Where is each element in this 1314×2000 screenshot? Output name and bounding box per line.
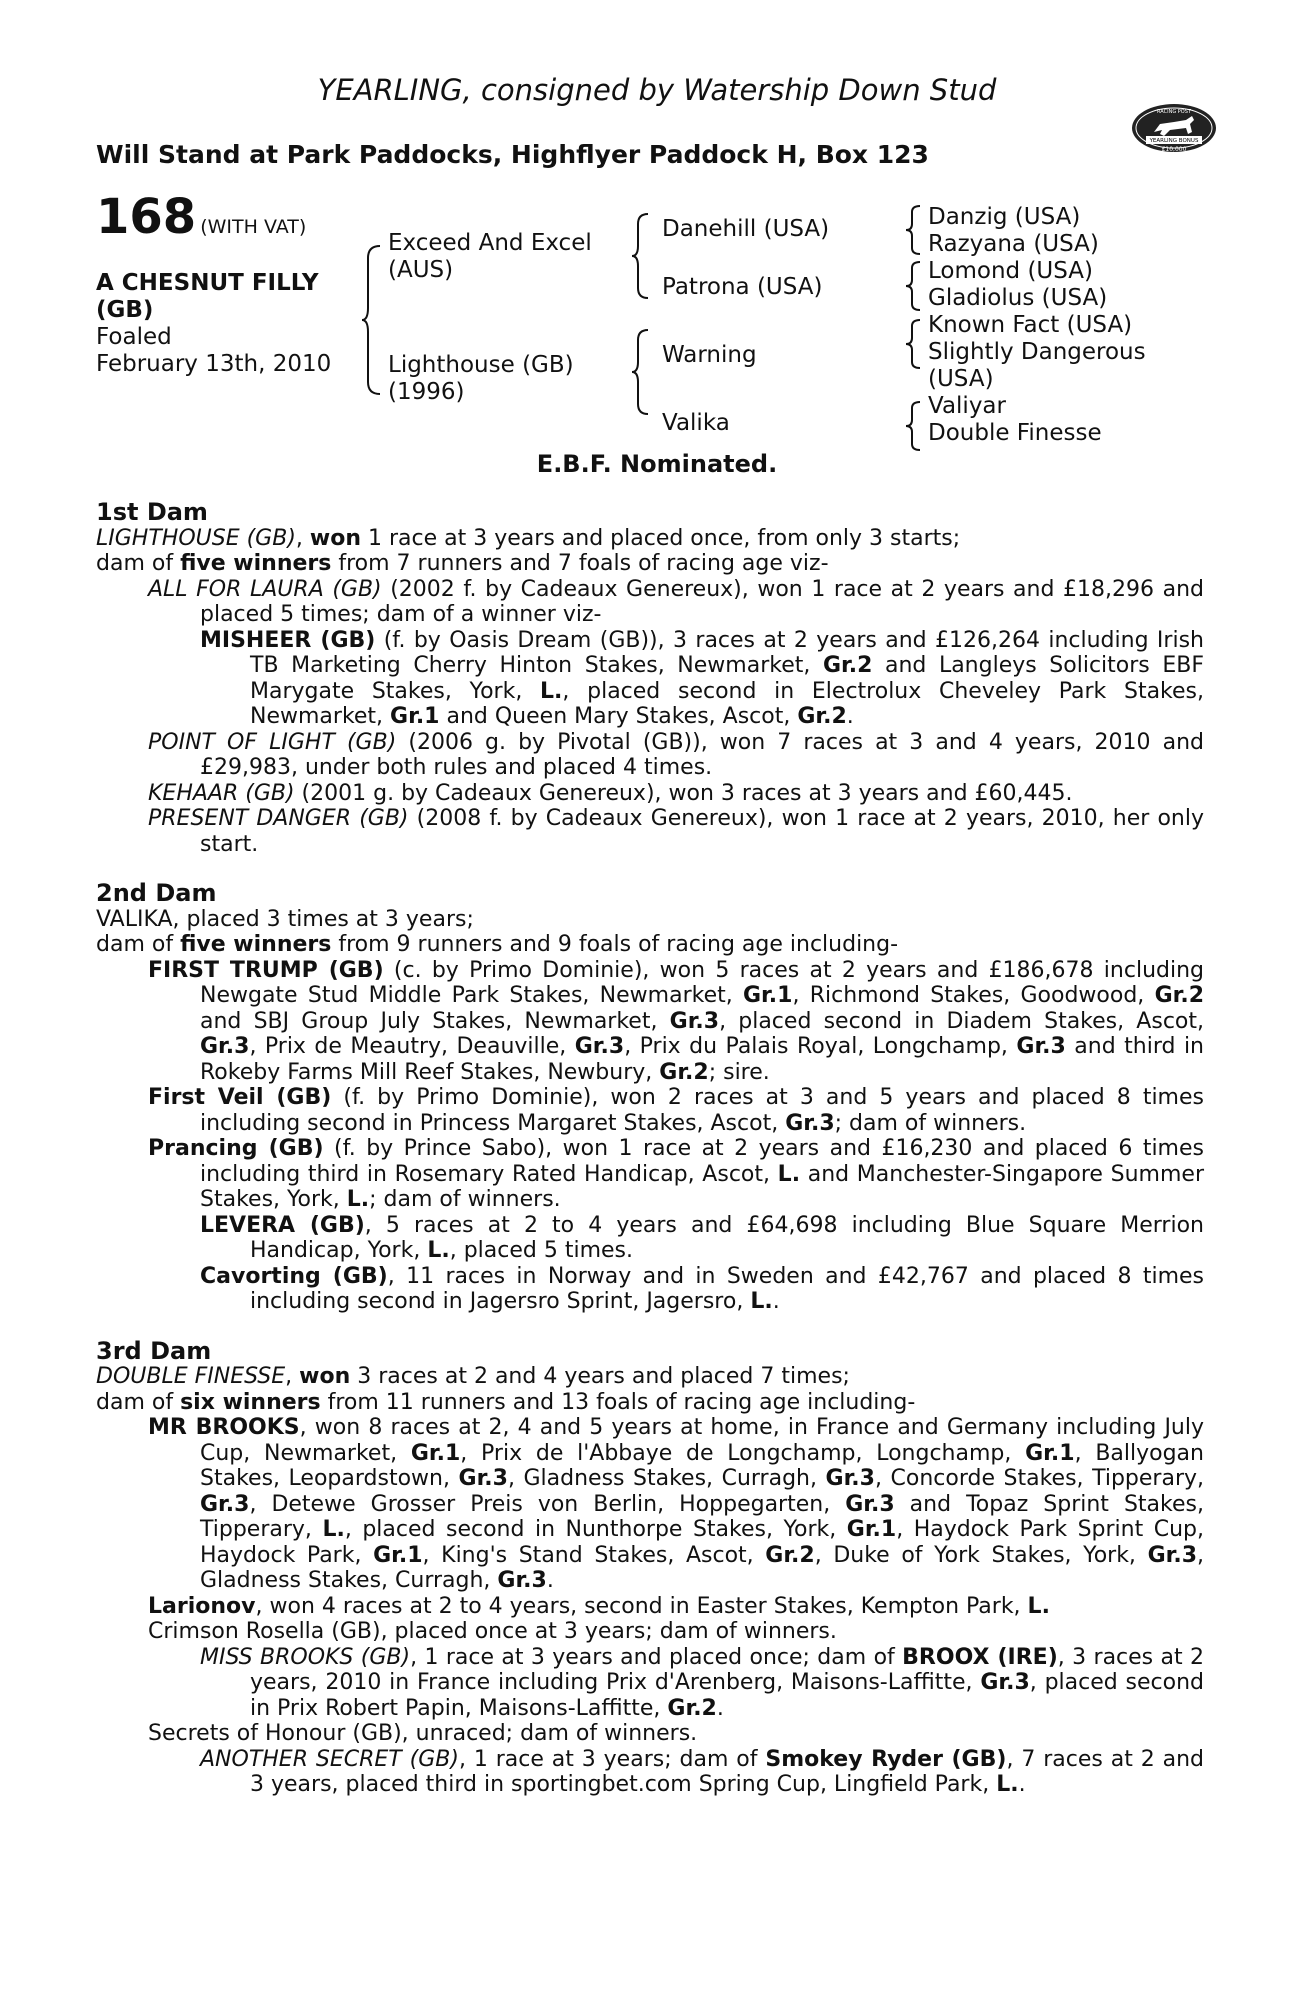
entry-text-5: . [846,704,854,729]
entry-text-4: . [716,1695,724,1721]
entry-text-3: , placed second in Prix Robert Papin, Maisons-Laffitte, [250,1670,1204,1721]
dam-sire: Warning [662,342,757,368]
dam3-entry-miss-brooks [96,1645,1204,1722]
dam3-won: won [299,1364,351,1389]
entry-text-1: (f. by Oasis Dream (GB)), 3 races at 2 years and £126,264 including Irish TB Marketing Cherry Hinton Stakes, Newmarket, [250,627,1204,678]
dam3-record: 3 races at 2 and 4 years and placed 7 times; [350,1364,850,1389]
listed-badge: L. [346,1187,370,1212]
entry-text-4: , placed second in Diadem Stakes, Ascot, [719,1008,1204,1034]
dam3-winners-count: six winners [180,1389,321,1415]
badge-text-top: RACING POST [1157,109,1191,115]
dam2-entry-cavorting [96,1264,1204,1315]
entry-text-3: , placed second in Electrolux Cheveley Park Stakes, Newmarket, [250,678,1205,729]
lot-number-line [96,189,307,245]
entry-text-2: , Prix de l'Abbaye de Longchamp, Longchamp, [460,1440,1026,1466]
entry-text-2: , 7 races at 2 and 3 years, placed third in sportingbet.com Spring Cup, Lingfield Park, [250,1746,1205,1797]
yearling-bonus-badge-icon [1130,100,1218,156]
listed-badge: L. [540,678,563,704]
entry-name: FIRST TRUMP (GB) [148,957,384,983]
entry-name: Cavorting (GB) [200,1263,388,1289]
dam1-dam-of: dam of [96,551,181,576]
entry-text-2: and Langleys Solicitors EBF Marygate Stakes, York, [250,653,1204,704]
listed-badge: L. [996,1772,1019,1797]
dam-dam: Valika [662,410,730,436]
dam1-winners-count: five winners [180,551,332,576]
entry-text-1: (f. by Prince Sabo), won 1 race at 2 years and £16,230 and placed 6 times including third in Rosemary Rated Handicap, Ascot, [200,1136,1204,1187]
entry-text-1: , 11 races in Norway and in Sweden and £42,767 and placed 8 times including second in Jagersro Sprint, Jagersro, [250,1263,1205,1314]
g3-lomond: Lomond (USA) [928,258,1093,284]
entry-text: (2001 g. by Cadeaux Genereux), won 3 races at 3 years and £60,445. [294,780,1073,806]
dam3-name: DOUBLE FINESSE [96,1364,286,1389]
dam2-entry-prancing [96,1136,1204,1213]
pedigree-dam [388,352,574,406]
foaled-label: Foaled [96,324,172,350]
entry-text-1: , 1 race at 3 years; dam of [458,1746,766,1772]
grade-badge: Gr.3 [458,1466,508,1491]
dam2-heading: 2nd Dam [96,879,217,907]
entry-text: (2008 f. by Cadeaux Genereux), won 1 race at 2 years, 2010, her only start. [200,806,1204,857]
grade-badge: Gr.3 [1016,1034,1066,1059]
g3-valiyar: Valiyar [928,393,1006,419]
sire-country: (AUS) [388,257,454,283]
entry-text-6: , Prix du Palais Royal, Longchamp, [624,1034,1017,1059]
entry-text-4: , Gladness Stakes, Curragh, [507,1466,826,1491]
entry-text-2: , placed 5 times. [449,1238,634,1263]
ebf-nominated: E.B.F. Nominated. [536,450,778,478]
dam3-entry-larionov [96,1594,1204,1620]
dam2-runners: from 9 runners and 9 foals of racing age including- [331,932,899,957]
entry-text-8: ; sire. [708,1059,770,1085]
pedigree-bracket-dam [630,326,654,418]
entry-text-10: , King's Stand Stakes, Ascot, [422,1542,766,1568]
entry-text: (2002 f. by Cadeaux Genereux), won 1 race at 2 years and £18,296 and placed 5 times; dam of a winner viz- [200,576,1204,627]
entry-text-8: , placed second in Nunthorpe Stakes, York, [344,1517,847,1542]
pedigree-bracket-g3-2 [904,258,924,314]
grade-badge: Gr.3 [980,1670,1030,1695]
badge-text-middle: YEARLING BONUS [1149,138,1199,144]
entry-name: LEVERA (GB) [200,1212,365,1238]
dam1-runners: from 7 runners and 7 foals of racing age viz- [331,551,829,576]
dam2-summary: VALIKA, placed 3 times at 3 years; [96,906,474,932]
grade-badge: Gr.3 [785,1110,835,1136]
dam-name: Lighthouse (GB) [388,352,574,378]
entry-name: PRESENT DANGER (GB) [148,806,409,831]
entry-text-1: , won 8 races at 2, 4 and 5 years at home, in France and Germany including July Cup, Newmarket, [200,1415,1205,1466]
grade-badge: Gr.2 [1154,983,1204,1008]
grade-badge: Gr.2 [822,653,873,678]
entry-name: Larionov [148,1593,256,1619]
dam-year: (1996) [388,379,465,405]
entry-text-9: , Haydock Park Sprint Cup, Haydock Park, [200,1517,1205,1568]
entry-text-11: , Duke of York Stakes, York, [814,1542,1148,1568]
entry-text-4: and Queen Mary Stakes, Ascot, [439,704,798,729]
entry-name: MR BROOKS [148,1415,300,1440]
dam2-winners-count: five winners [180,932,332,957]
entry-text-7: and Topaz Sprint Stakes, Tipperary, [200,1491,1204,1542]
dam3-summary [96,1364,1204,1390]
grade-badge: Gr.3 [200,1034,250,1059]
dam1-produce-line [96,551,1204,577]
entry-text-1: (f. by Primo Dominie), won 2 races at 3 and 5 years and placed 8 times including second in Princess Margaret Stakes, Ascot, [200,1085,1204,1136]
entry-text-1: , 1 race at 3 years and placed once; dam of [410,1644,903,1670]
listed-badge: L. [427,1238,450,1263]
dam3-heading: 3rd Dam [96,1336,212,1365]
grade-badge: Gr.1 [373,1542,423,1568]
dam2-entry-first-veil [96,1085,1204,1136]
dam1-name: LIGHTHOUSE (GB) [96,525,296,551]
grade-badge: Gr.2 [765,1542,815,1568]
entry-text-7: and third in Rokeby Farms Mill Reef Stakes, Newbury, [200,1034,1204,1085]
grade-badge: Gr.3 [200,1491,250,1517]
sire-dam: Patrona (USA) [662,274,823,300]
grade-badge: Gr.2 [797,704,847,729]
grade-badge: Gr.3 [825,1466,875,1491]
g3-gladiolus: Gladiolus (USA) [928,285,1108,311]
entry-progeny: BROOX (IRE) [902,1644,1058,1670]
grade-badge: Gr.3 [845,1491,895,1517]
vat-note: (WITH VAT) [200,216,307,238]
pedigree-bracket-main [360,240,390,400]
g3-known-fact: Known Fact (USA) [928,312,1133,338]
entry-name: Prancing (GB) [148,1136,324,1161]
grade-badge: Gr.1 [390,704,440,729]
entry-name: POINT OF LIGHT (GB) [148,729,397,755]
pedigree-bracket-g3-3 [904,316,924,372]
dam3-entry-secrets-of-honour: Secrets of Honour (GB), unraced; dam of winners. [148,1721,698,1746]
entry-text-1: (c. by Primo Dominie), won 5 races at 2 years and £186,678 including Newgate Stud Middle Park Stakes, Newmarket, [200,957,1204,1008]
entry-name: MISHEER (GB) [200,627,376,653]
entry-text-3: . [1018,1772,1026,1797]
entry-text-12: , Gladness Stakes, Curragh, [200,1542,1204,1593]
dam3-sep: , [285,1364,300,1389]
g3-slightly-dangerous: Slightly Dangerous [928,339,1146,365]
sire-sire: Danehill (USA) [662,216,830,242]
entry-text: (2006 g. by Pivotal (GB)), won 7 races at 3 and 4 years, 2010 and £29,983, under both rules and placed 4 times. [200,729,1204,780]
stand-location: Will Stand at Park Paddocks, Highflyer Paddock H, Box 123 [96,140,929,169]
foaled-date: February 13th, 2010 [96,351,332,377]
dam1-heading: 1st Dam [96,498,208,526]
dam2-produce-line [96,932,1204,958]
entry-name: MISS BROOKS (GB) [200,1644,411,1670]
g3-double-finesse: Double Finesse [928,420,1102,446]
entry-text-2: , 3 races at 2 years, 2010 in France including Prix d'Arenberg, Maisons-Laffitte, [250,1644,1205,1695]
horse-sex-colour: A CHESNUT FILLY [96,270,319,296]
entry-text-6: , Detewe Grosser Preis von Berlin, Hoppegarten, [249,1491,846,1517]
dam1-entry-all-for-laura [96,577,1204,628]
entry-text-2: , Richmond Stakes, Goodwood, [792,983,1155,1008]
entry-text-2: . [772,1289,780,1314]
grade-badge: Gr.3 [1147,1542,1197,1568]
dam1-entry-present-danger [96,806,1204,857]
lot-number: 168 [96,189,197,245]
grade-badge: Gr.1 [410,1440,461,1466]
dam2-entry-first-trump [96,958,1204,1086]
catalogue-body [96,500,1204,1798]
consignment-line: YEARLING, consigned by Watership Down Stud [317,73,997,107]
g3-razyana: Razyana (USA) [928,231,1099,257]
entry-text-13: . [546,1568,554,1593]
listed-badge: L. [750,1289,773,1314]
entry-text-1: , won 4 races at 2 to 4 years, second in Easter Stakes, Kempton Park, [255,1593,1028,1619]
grade-badge: Gr.3 [497,1568,547,1593]
pedigree-bracket-g3-1 [904,202,924,258]
entry-text-3: , Ballyogan Stakes, Leopardstown, [200,1440,1204,1491]
entry-text-3: ; dam of winners. [369,1187,561,1212]
listed-badge: L. [777,1161,801,1187]
grade-badge: Gr.1 [743,983,793,1008]
dam3-entry-another-secret [96,1747,1204,1798]
listed-badge: L. [1027,1593,1050,1619]
pedigree-bracket-sire [630,210,654,302]
horse-description [96,270,366,378]
grade-badge: Gr.3 [574,1034,625,1059]
entry-text-5: , Concorde Stakes, Tipperary, [874,1466,1204,1491]
pedigree-bracket-g3-4 [904,398,924,454]
horse-country: (GB) [96,297,154,323]
entry-text-3: and SBJ Group July Stakes, Newmarket, [200,1008,670,1034]
dam3-dam-of: dam of [96,1389,181,1415]
grade-badge: Gr.2 [667,1695,717,1721]
dam1-entry-point-of-light [96,730,1204,781]
grade-badge: Gr.3 [669,1008,720,1034]
sire-name: Exceed And Excel [388,230,592,256]
dam2-entry-levera [96,1213,1204,1264]
entry-text-5: , Prix de Meautry, Deauville, [249,1034,575,1059]
dam1-won: won [309,525,362,551]
entry-name: First Veil (GB) [148,1085,332,1110]
dam3-entry-mr-brooks [96,1415,1204,1594]
badge-text-bottom: £10,000 [1161,146,1187,153]
dam3-entry-crimson-rosella: Crimson Rosella (GB), placed once at 3 years; dam of winners. [148,1619,837,1644]
listed-badge: L. [322,1517,345,1542]
grade-badge: Gr.1 [1025,1440,1075,1466]
entry-text-1: , 5 races at 2 to 4 years and £64,698 including Blue Square Merrion Handicap, York, [250,1212,1204,1263]
dam1-record: 1 race at 3 years and placed once, from only 3 starts; [361,525,961,551]
dam3-produce-line [96,1390,1204,1416]
entry-text-2: ; dam of winners. [834,1110,1027,1136]
entry-name: ALL FOR LAURA (GB) [148,576,382,602]
dam1-entry-misheer [96,628,1204,730]
pedigree-third-generation [928,204,1146,447]
dam3-runners: from 11 runners and 13 foals of racing age including- [320,1389,916,1415]
dam2-dam-of: dam of [96,932,181,957]
dam1-entry-kehaar [96,781,1204,807]
entry-text-2: and Manchester-Singapore Summer Stakes, York, [200,1161,1204,1212]
grade-badge: Gr.2 [659,1059,709,1085]
g3-slightly-dangerous-country: (USA) [928,366,994,392]
entry-progeny: Smokey Ryder (GB) [765,1746,1007,1772]
g3-danzig: Danzig (USA) [928,204,1081,230]
dam1-summary: LIGHTHOUSE (GB), won 1 race at 3 years and placed once, from only 3 starts; [96,525,961,551]
entry-name: KEHAAR (GB) [148,780,295,806]
pedigree-sire [388,230,592,284]
grade-badge: Gr.1 [846,1517,897,1542]
entry-name: ANOTHER SECRET (GB) [200,1746,459,1772]
